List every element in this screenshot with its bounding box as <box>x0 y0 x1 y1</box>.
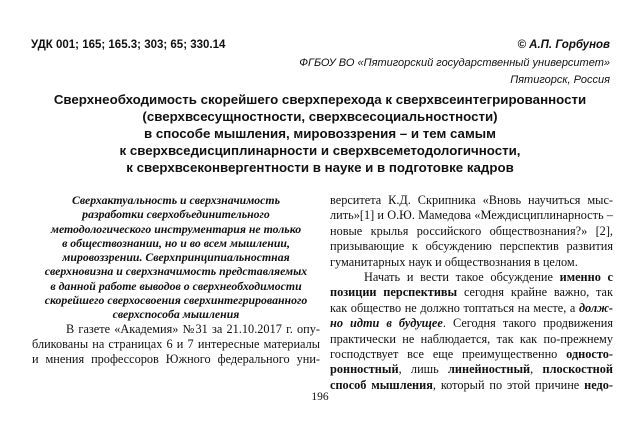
body-line: и мнения профессоров Южного федерального уни- <box>32 351 320 366</box>
article-title <box>0 91 640 176</box>
title-line: к сверхвседисциплинарности и сверхвсеметодологичности, <box>119 143 521 158</box>
abstract-line: мировоззрении. Сверхпринципиальностная <box>62 250 290 265</box>
text: , который по этой причине <box>432 377 585 392</box>
emphasis: недо- <box>584 377 613 392</box>
emphasis: линейностный <box>448 362 531 377</box>
emphasis: ронностный <box>330 362 399 377</box>
body-line: новые крылья российского обществознания?» [2], <box>330 223 613 238</box>
abstract-line: сверхспособа мышления <box>112 307 240 322</box>
emphasis: именно с <box>559 270 613 285</box>
author: © А.П. Горбунов <box>517 39 610 51</box>
abstract-line: Сверхактуальность и сверхзначимость <box>72 193 280 207</box>
emphasis: плоскостной <box>542 362 613 377</box>
abstract-line: разработки сверхобъединительного <box>82 207 270 222</box>
body-line: практически не наблюдается, так как по-прежнему <box>330 331 613 346</box>
emphasis: но идти в будущее <box>330 316 443 331</box>
body-line: гуманитарных наук и обществознания в целом. <box>330 254 578 269</box>
right-column <box>330 193 613 393</box>
body-line: лить»[1] и О.Ю. Мамедова «Междисциплинарность – <box>330 208 613 223</box>
affiliation: ФГБОУ ВО «Пятигорский государственный университет» <box>299 57 610 69</box>
text: сегодня крайне важно, так <box>457 285 613 300</box>
city: Пятигорск, Россия <box>510 74 610 86</box>
text: господствует все еще преимущественно <box>330 347 567 362</box>
body-line: верситета К.Д. Скрипника «Вновь научиться мыс- <box>330 193 613 207</box>
abstract-line: в данной работе выводов о сверхнеобходимости <box>50 278 302 293</box>
text: как общество не должно топтаться на месте, а <box>330 300 579 315</box>
emphasis: долж- <box>578 300 613 315</box>
emphasis: способ мышления <box>330 377 433 392</box>
body-line <box>330 285 613 300</box>
body-line: призывающие к обсуждению перспектив развития <box>330 239 613 254</box>
emphasis: позиции перспективы <box>330 285 458 300</box>
body-line: В газете «Академия» №31 за 21.10.2017 г. опу- <box>66 321 320 336</box>
title-line: в способе мышления, мировоззрения – и тем самым <box>144 126 496 141</box>
udk-code: УДК 001; 165; 165.3; 303; 65; 330.14 <box>31 39 226 51</box>
body-line <box>330 316 613 331</box>
text: , лишь <box>398 362 449 377</box>
title-line: к сверхвсеконвергентности в науке и в подготовке кадров <box>126 160 514 175</box>
text: Начать и вести такое обсуждение <box>364 270 560 285</box>
abstract-line: сверхновизна и сверхзначимость представляемых <box>44 264 308 279</box>
emphasis: односто- <box>566 347 613 362</box>
body-line <box>330 362 613 377</box>
body-line: бликованы на страницах 6 и 7 интересные материалы <box>32 336 320 351</box>
left-column <box>32 193 320 367</box>
body-line <box>330 347 613 362</box>
body-line <box>330 270 613 285</box>
page-number: 196 <box>311 391 329 403</box>
abstract-line: методологического инструментария не только <box>50 221 302 236</box>
text: . Сегодня такого продвижения <box>442 316 613 331</box>
abstract-line: скорейшего сверхосвоения сверхинтегрированного <box>44 293 308 308</box>
body-line <box>330 301 613 316</box>
text: , <box>530 362 543 377</box>
abstract <box>32 193 320 322</box>
abstract-line: в обществознании, но и во всем мышлении, <box>62 235 290 250</box>
title-line: (сверхвсесущностности, сверхвсесоциальностности) <box>142 109 498 124</box>
title-line: Сверхнеобходимость скорейшего сверхперехода к сверхвсеинтегрированности <box>53 92 587 107</box>
